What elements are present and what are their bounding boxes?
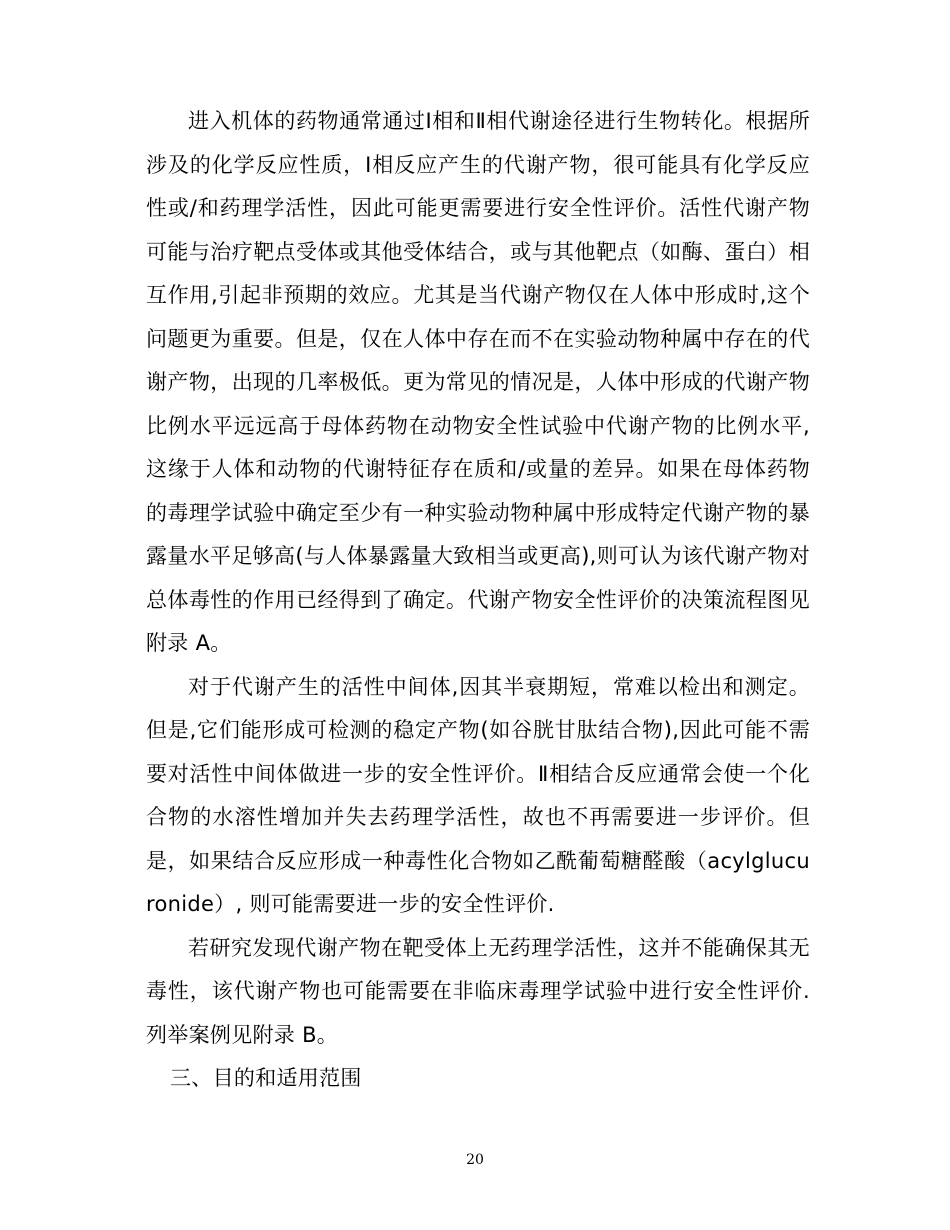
paragraph-inactive-metabolites: 若研究发现代谢产物在靶受体上无药理学活性，这并不能确保其无毒性，该代谢产物也可能需要在非临床毒理学试验中进行安全性评价.列举案例见附录 B。: [146, 935, 810, 1047]
page-body: [146, 100, 810, 1101]
section-heading: 三、目的和适用范围: [170, 1066, 362, 1090]
paragraph-metabolic-pathways: 进入机体的药物通常通过Ⅰ相和Ⅱ相代谢途径进行生物转化。根据所涉及的化学反应性质，Ⅰ相反应产生的代谢产物，很可能具有化学反应性或/和药理学活性，因此可能更需要进行安全性评价。活性代谢产物可能与治疗靶点受体或其他受体结合，或与其他靶点（如酶、蛋白）相互作用,引起非预期的效应。尤其是当代谢产物仅在人体中形成时,这个问题更为重要。但是，仅在人体中存在而不在实验动物种属中存在的代谢产物，出现的几率极低。更为常见的情况是，人体中形成的代谢产物比例水平远远高于母体药物在动物安全性试验中代谢产物的比例水平,这缘于人体和动物的代谢特征存在质和/或量的差异。如果在母体药物的毒理学试验中确定至少有一种实验动物种属中形成特定代谢产物的暴露量水平足够高(与人体暴露量大致相当或更高),则可认为该代谢产物对总体毒性的作用已经得到了确定。代谢产物安全性评价的决策流程图见附录 A。: [146, 109, 810, 655]
page-number: 20: [466, 1152, 484, 1168]
paragraph-reactive-intermediates: 对于代谢产生的活性中间体,因其半衰期短，常难以检出和测定。但是,它们能形成可检测的稳定产物(如谷胱甘肽结合物),因此可能不需要对活性中间体做进一步的安全性评价。Ⅱ相结合反应通常会使一个化合物的水溶性增加并失去药理学活性，故也不再需要进一步评价。但是，如果结合反应形成一种毒性化合物如乙酰葡萄糖醛酸（acylglucuronide）, 则可能需要进一步的安全性评价.: [146, 674, 810, 916]
